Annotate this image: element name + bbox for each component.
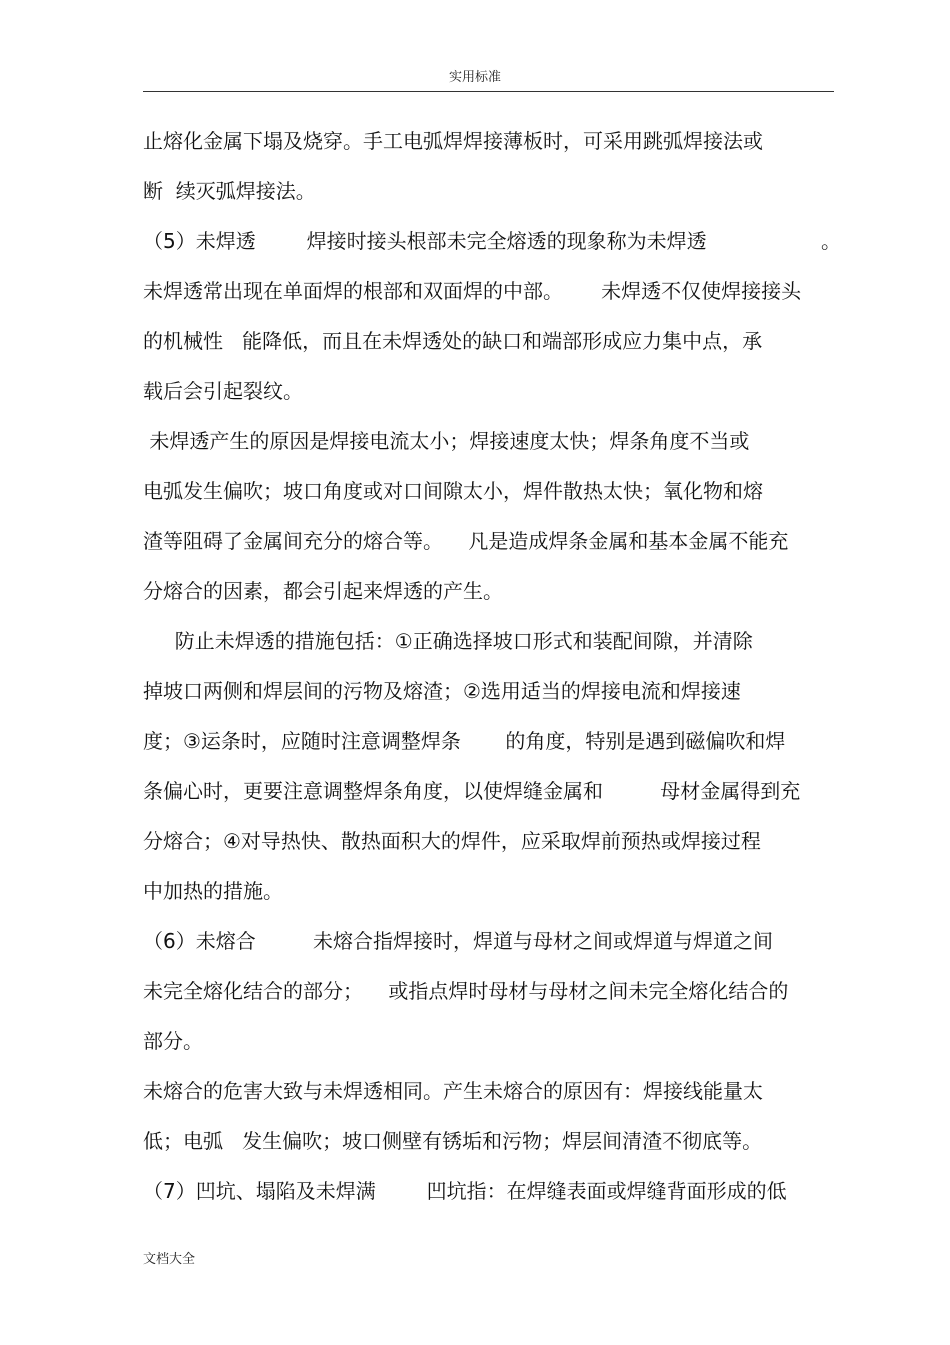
body-line: （6）未熔合 未熔合指焊接时，焊道与母材之间或焊道与焊道之间 [143, 929, 773, 953]
page-footer: 文档大全 [143, 1252, 196, 1267]
body-line: 止熔化金属下塌及烧穿。手工电弧焊焊接薄板时，可采用跳弧焊接法或 [143, 129, 763, 153]
body-line: （7）凹坑、塌陷及未焊满 凹坑指：在焊缝表面或焊缝背面形成的低 [143, 1179, 787, 1203]
body-line: （5）未焊透 焊接时接头根部未完全熔透的现象称为未焊透 。 [143, 229, 842, 253]
body-line: 分熔合；④对导热快、散热面积大的焊件，应采取焊前预热或焊接过程 [143, 829, 761, 853]
body-line: 电弧发生偏吹；坡口角度或对口间隙太小，焊件散热太快；氧化物和熔 [143, 479, 763, 503]
body-line: 防止未焊透的措施包括：①正确选择坡口形式和装配间隙，并清除 [143, 629, 753, 653]
page-header: 实用标准 [448, 70, 501, 85]
body-line: 断 续灭弧焊接法。 [143, 179, 316, 203]
body-line: 条偏心时，更要注意调整焊条角度，以使焊缝金属和 母材金属得到充 [143, 779, 801, 803]
body-line: 度；③运条时，应随时注意调整焊条 的角度，特别是遇到磁偏吹和焊 [143, 729, 786, 753]
body-line: 部分。 [143, 1029, 203, 1053]
body-line: 渣等阻碍了金属间充分的熔合等。 凡是造成焊条金属和基本金属不能充 [143, 529, 789, 553]
body-line: 中加热的措施。 [143, 879, 283, 903]
body-line: 低；电弧 发生偏吹；坡口侧壁有锈垢和污物；焊层间清渣不彻底等。 [143, 1129, 763, 1153]
body-line: 未熔合的危害大致与未焊透相同。产生未熔合的原因有：焊接线能量太 [143, 1079, 763, 1103]
body-line: 未完全熔化结合的部分； 或指点焊时母材与母材之间未完全熔化结合的 [143, 979, 789, 1003]
body-line: 未焊透常出现在单面焊的根部和双面焊的中部。 未焊透不仅使焊接接头 [143, 279, 802, 303]
body-line: 载后会引起裂纹。 [143, 379, 303, 403]
body-line: 掉坡口两侧和焊层间的污物及熔渣；②选用适当的焊接电流和焊接速 [143, 679, 741, 703]
header-rule [143, 91, 834, 92]
body-line: 分熔合的因素，都会引起来焊透的产生。 [143, 579, 503, 603]
body-line: 的机械性 能降低，而且在未焊透处的缺口和端部形成应力集中点，承 [143, 329, 763, 353]
body-line: 未焊透产生的原因是焊接电流太小；焊接速度太快；焊条角度不当或 [143, 429, 750, 453]
